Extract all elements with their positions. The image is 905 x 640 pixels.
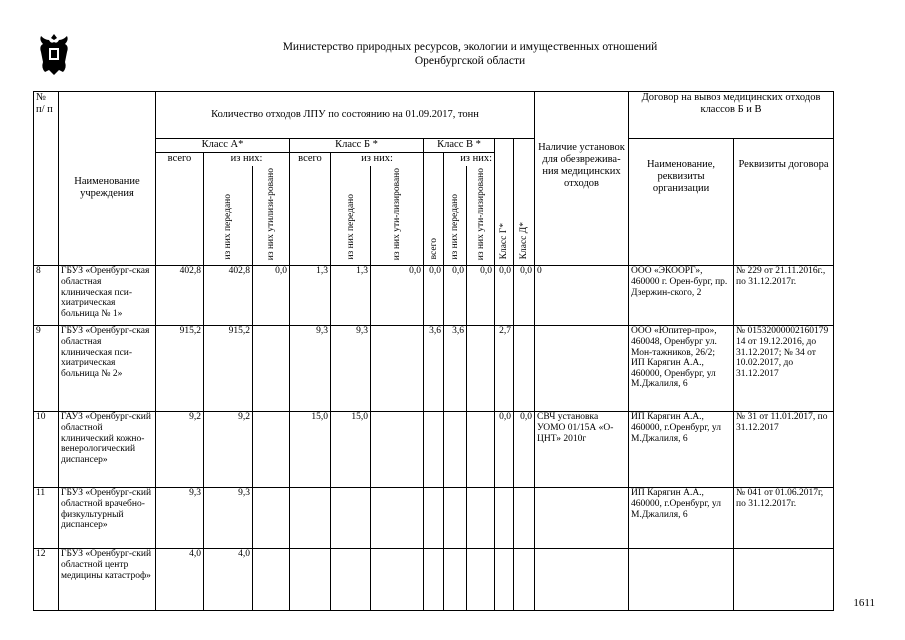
col-header-class-g — [495, 139, 514, 266]
b-total: 9,3 — [290, 326, 331, 412]
a-utilized-label: из них утилизи-ровано — [266, 167, 276, 260]
col-header-class-v: Класс В * — [424, 139, 495, 153]
a-utilized — [253, 412, 290, 488]
a-total: 9,3 — [156, 488, 204, 549]
a-transferred: 402,8 — [204, 266, 253, 326]
b-transferred: 15,0 — [331, 412, 371, 488]
b-utilized-label: из них ути-лизировано — [392, 167, 402, 260]
b-transferred — [331, 488, 371, 549]
coat-of-arms-logo — [37, 32, 71, 76]
col-header-a-utilized — [253, 166, 290, 266]
a-utilized — [253, 488, 290, 549]
b-total: 15,0 — [290, 412, 331, 488]
col-header-installations — [535, 92, 629, 266]
v-utilized — [467, 412, 495, 488]
contract-requisites: № 31 от 11.01.2017, по 31.12.2017 — [734, 412, 834, 488]
b-transferred-label: из них передано — [345, 194, 356, 260]
a-transferred: 9,3 — [204, 488, 253, 549]
col-header-contract: Договор на вывоз медицинских отходов классов Б и В — [629, 92, 834, 139]
contract-requisites: № 01532000002160179 14 от 19.12.2016, до 31.12.2017; № 34 от 10.02.2017, до 31.12.2017 — [734, 326, 834, 412]
ministry-title: Министерство природных ресурсов, экологии и имущественных отношений — [282, 41, 658, 53]
col-header-org: Наименование, реквизиты организации — [629, 139, 734, 266]
b-total — [290, 549, 331, 611]
v-total — [424, 488, 444, 549]
class-g-label: Класс Г* — [499, 223, 509, 260]
class-d-value — [514, 488, 535, 549]
b-transferred: 1,3 — [331, 266, 371, 326]
v-utilized — [467, 549, 495, 611]
contract-org — [629, 549, 734, 611]
page-number: 1611 — [853, 597, 875, 609]
v-transferred — [444, 549, 467, 611]
v-transferred: 0,0 — [444, 266, 467, 326]
installation-value — [535, 549, 629, 611]
b-total — [290, 488, 331, 549]
institution-name: ГБУЗ «Оренбург-ский областной центр медицины катастроф» — [59, 549, 156, 611]
class-g-value: 2,7 — [495, 326, 514, 412]
col-header-class-a: Класс А* — [156, 139, 290, 153]
b-total: 1,3 — [290, 266, 331, 326]
a-total: 402,8 — [156, 266, 204, 326]
contract-requisites: № 041 от 01.06.2017г, по 31.12.2017г. — [734, 488, 834, 549]
class-d-value: 0,0 — [514, 266, 535, 326]
v-total — [424, 549, 444, 611]
col-header-v-transferred — [444, 166, 467, 266]
contract-requisites — [734, 549, 834, 611]
v-transferred — [444, 488, 467, 549]
region-title: Оренбургской области — [414, 55, 526, 67]
col-header-a-transferred — [204, 166, 253, 266]
b-utilized — [371, 549, 424, 611]
contract-org: ООО «ЭКООРГ», 460000 г. Орен-бург, пр. Дзержин-ского, 2 — [629, 266, 734, 326]
v-transferred: 3,6 — [444, 326, 467, 412]
v-utilized: 0,0 — [467, 266, 495, 326]
row-number: 9 — [34, 326, 59, 412]
col-header-req: Реквизиты договора — [734, 139, 834, 266]
name-header-cell — [59, 92, 156, 166]
v-total — [424, 412, 444, 488]
v-utilized — [467, 488, 495, 549]
col-header-b-transferred — [331, 166, 371, 266]
v-transferred — [444, 412, 467, 488]
col-header-b-total: всего — [290, 153, 331, 266]
a-transferred: 915,2 — [204, 326, 253, 412]
a-transferred: 4,0 — [204, 549, 253, 611]
a-total: 9,2 — [156, 412, 204, 488]
b-utilized — [371, 326, 424, 412]
class-d-label: Класс Д* — [519, 222, 529, 260]
a-transferred-label: из них передано — [223, 194, 233, 260]
installation-value: 0 — [535, 266, 629, 326]
table-row — [34, 412, 834, 488]
class-d-value — [514, 326, 535, 412]
table-row — [34, 266, 834, 326]
col-header-v-total — [424, 153, 444, 266]
col-header-v-utilized — [467, 166, 495, 266]
a-utilized — [253, 549, 290, 611]
institution-name: ГБУЗ «Оренбург-ская областная клиническая пси-хиатрическая больница № 1» — [59, 266, 156, 326]
col-header-number: № п/ п — [34, 92, 59, 266]
contract-org: ООО «Юпитер-про», 460048, Оренбург ул. Мон-тажников, 26/2; ИП Карягин А.А., 460000, Оренбург, ул М.Джалиля, 6 — [629, 326, 734, 412]
a-utilized: 0,0 — [253, 266, 290, 326]
b-transferred: 9,3 — [331, 326, 371, 412]
class-d-value — [514, 549, 535, 611]
table-row — [34, 326, 834, 412]
col-header-b-of-them: из них: — [331, 153, 424, 166]
contract-org: ИП Карягин А.А., 460000, г.Оренбург, ул М.Джалиля, 6 — [629, 412, 734, 488]
col-header-class-d — [514, 139, 535, 266]
v-total: 0,0 — [424, 266, 444, 326]
v-total: 3,6 — [424, 326, 444, 412]
row-number: 11 — [34, 488, 59, 549]
class-g-value: 0,0 — [495, 266, 514, 326]
v-utilized — [467, 326, 495, 412]
col-header-b-utilized — [371, 166, 424, 266]
a-total: 4,0 — [156, 549, 204, 611]
col-header-class-b: Класс Б * — [290, 139, 424, 153]
a-total: 915,2 — [156, 326, 204, 412]
b-utilized — [371, 488, 424, 549]
class-g-value: 0,0 — [495, 412, 514, 488]
row-number: 8 — [34, 266, 59, 326]
class-d-value: 0,0 — [514, 412, 535, 488]
v-total-label: всего — [428, 238, 439, 260]
col-header-quantity: Количество отходов ЛПУ по состоянию на 01.09.2017, тонн — [156, 92, 535, 139]
v-utilized-label: из них ути-лизировано — [475, 167, 486, 260]
col-header-a-total: всего — [156, 153, 204, 266]
table-row — [34, 488, 834, 549]
installation-value: СВЧ установка УОМО 01/15А «О-ЦНТ» 2010г — [535, 412, 629, 488]
institution-name: ГБУЗ «Оренбург-ский областной врачебно-физкультурный диспансер» — [59, 488, 156, 549]
col-header-v-of-them: из них: — [444, 153, 495, 166]
institution-name: ГАУЗ «Оренбург-ский областной клинический кожно-венерологический диспансер» — [59, 412, 156, 488]
installations-label: Наличие установок для обезврежива-ния медицинских отходов — [538, 142, 625, 189]
b-transferred — [331, 549, 371, 611]
class-g-value — [495, 549, 514, 611]
installation-value — [535, 488, 629, 549]
v-transferred-label: из них передано — [450, 194, 460, 260]
class-g-value — [495, 488, 514, 549]
row-number: 10 — [34, 412, 59, 488]
b-utilized — [371, 412, 424, 488]
col-header-name: Наименование учреждения — [59, 166, 156, 266]
institution-name: ГБУЗ «Оренбург-ская областная клиническая пси-хиатрическая больница № 2» — [59, 326, 156, 412]
b-utilized: 0,0 — [371, 266, 424, 326]
waste-table — [33, 91, 834, 611]
row-number: 12 — [34, 549, 59, 611]
installation-value — [535, 326, 629, 412]
a-utilized — [253, 326, 290, 412]
col-header-a-of-them: из них: — [204, 153, 290, 166]
a-transferred: 9,2 — [204, 412, 253, 488]
contract-requisites: № 229 от 21.11.2016г., по 31.12.2017г. — [734, 266, 834, 326]
contract-org: ИП Карягин А.А., 460000, г.Оренбург, ул М.Джалиля, 6 — [629, 488, 734, 549]
table-row — [34, 549, 834, 611]
